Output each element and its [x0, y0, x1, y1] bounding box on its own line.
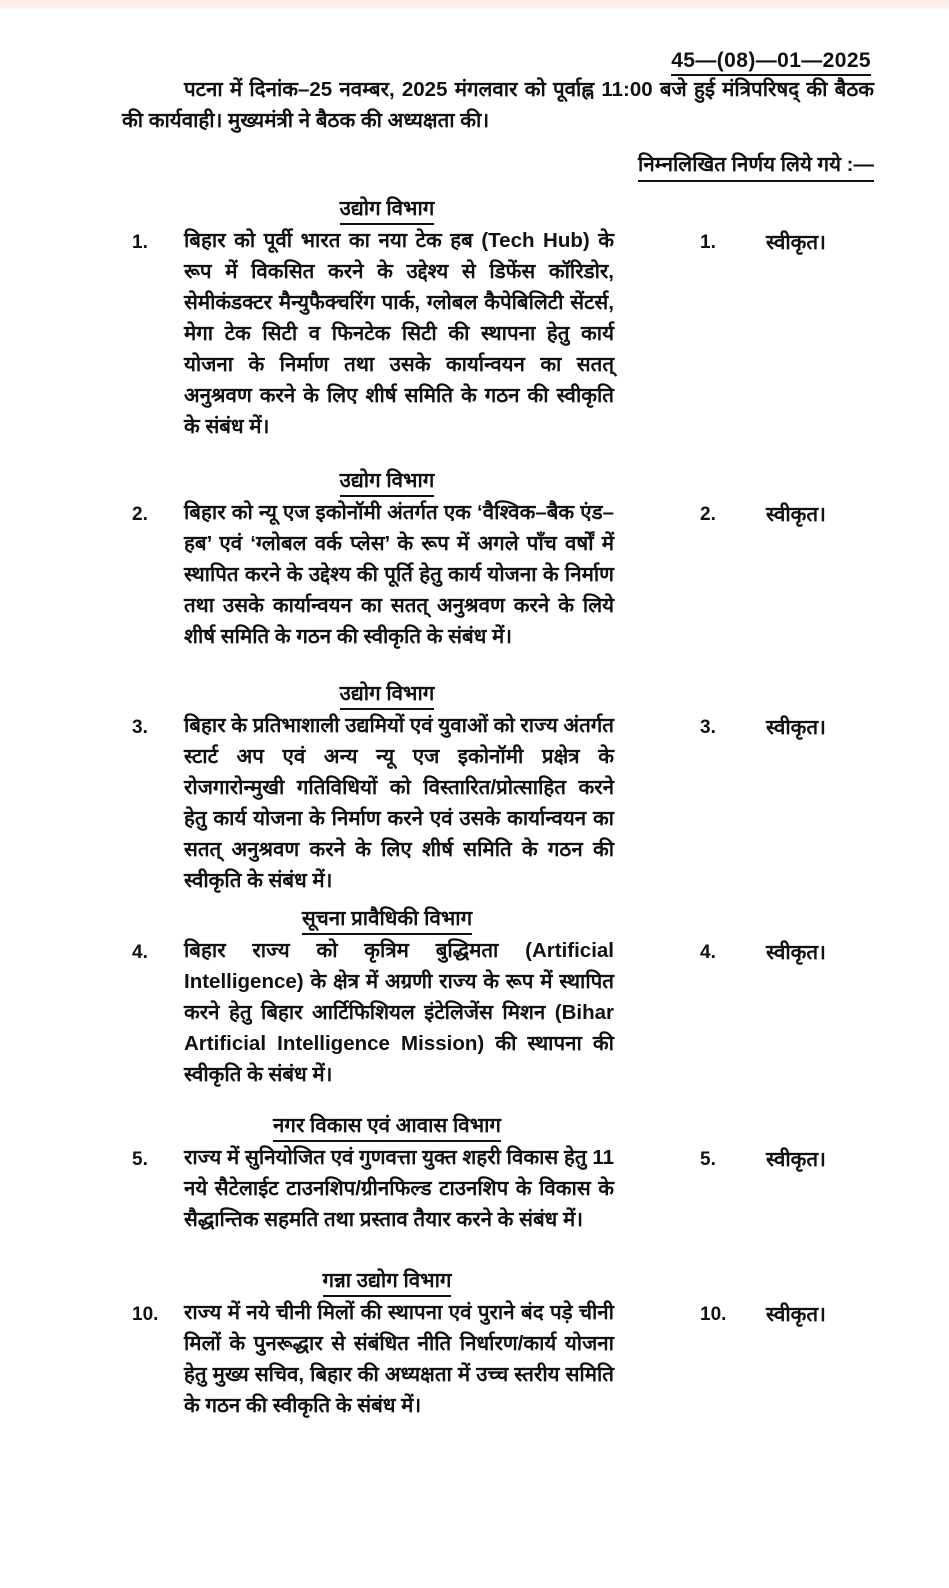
item-number: 10.: [132, 1304, 159, 1325]
decisions-heading-wrapper: [122, 150, 874, 182]
decision-number: 10.: [700, 1304, 727, 1325]
decision-row: [0, 710, 949, 896]
department-heading-text: गन्ना उद्योग विभाग: [323, 1268, 452, 1297]
decision-cell: [700, 1144, 826, 1175]
decisions-heading: निम्नलिखित निर्णय लिये गये :—: [638, 150, 874, 182]
item-description: बिहार को न्यू एज इकोनॉमी अंतर्गत एक ‘वैश्विक–बैक एंड–हब’ एवं ‘ग्लोबल वर्क प्लेस’ के रूप में अगले पाँच वर्षों में स्थापित करने के उद्देश्य की पूर्ति हेतु कार्य योजना के निर्माण तथा उसके कार्यान्वयन का सतत् अनुश्रवण करने के लिये शीर्ष समिति के गठन की स्वीकृति के संबंध में।: [184, 501, 614, 648]
decision-cell: [700, 227, 826, 258]
decision-row: [0, 1297, 949, 1421]
meeting-intro-paragraph: पटना में दिनांक–25 नवम्बर, 2025 मंगलवार को पूर्वाह्न 11:00 बजे हुई मंत्रिपरिषद् की बैठक की कार्यवाही। मुख्यमंत्री ने बैठक की अध्यक्षता की।: [122, 78, 874, 132]
department-heading: [132, 196, 642, 225]
decision-number: 1.: [700, 232, 716, 253]
item-description: राज्य में नये चीनी मिलों की स्थापना एवं पुराने बंद पड़े चीनी मिलों के पुनरूद्धार से संबंधित नीति निर्धारण/कार्य योजना हेतु मुख्य सचिव, बिहार की अध्यक्षता में उच्च स्तरीय समिति के गठन की स्वीकृति के संबंध में।: [184, 1301, 614, 1417]
decision-entry: [0, 1113, 949, 1235]
decision-status: स्वीकृत।: [766, 716, 826, 739]
decision-cell: [700, 1299, 826, 1330]
department-heading-text: उद्योग विभाग: [340, 468, 435, 497]
decision-status: स्वीकृत।: [766, 1148, 826, 1171]
department-heading-text: सूचना प्रावैधिकी विभाग: [302, 906, 472, 935]
decision-cell: [700, 712, 826, 743]
department-heading: [132, 681, 642, 710]
department-heading: [132, 468, 642, 497]
decision-entry: [0, 906, 949, 1090]
decision-number: 5.: [700, 1149, 716, 1170]
item-description: बिहार राज्य को कृत्रिम बुद्धिमता (Artificial Intelligence) के क्षेत्र में अग्रणी राज्य के रूप में स्थापित करने हेतु बिहार आर्टिफिशियल इंटेलिजेंस मिशन (Bihar Artificial Intelligence Mission) की स्थापना की स्वीकृति के संबंध में।: [184, 939, 614, 1086]
department-heading-text: उद्योग विभाग: [340, 196, 435, 225]
decision-number: 2.: [700, 504, 716, 525]
decision-row: [0, 1142, 949, 1235]
item-number: 3.: [132, 717, 148, 738]
item-description: राज्य में सुनियोजित एवं गुणवत्ता युक्त शहरी विकास हेतु 11 नये सैटेलाईट टाउनशिप/ग्रीनफिल्ड टाउनशिप के विकास के सैद्धान्तिक सहमति तथा प्रस्ताव तैयार करने के संबंध में।: [184, 1146, 614, 1231]
decision-entry: [0, 468, 949, 652]
decision-number: 3.: [700, 717, 716, 738]
department-heading: [132, 1268, 642, 1297]
decision-status: स्वीकृत।: [766, 231, 826, 254]
department-heading: [132, 906, 642, 935]
item-description: बिहार को पूर्वी भारत का नया टेक हब (Tech Hub) के रूप में विकसित करने के उद्देश्य से डिफेंस कॉरिडोर, सेमीकंडक्टर मैन्युफैक्चरिंग पार्क, ग्लोबल कैपेबिलिटी सेंटर्स, मेगा टेक सिटी व फिनटेक सिटी की स्थापना हेतु कार्य योजना के निर्माण तथा उसके कार्यान्वयन का सतत् अनुश्रवण करने के लिए शीर्ष समिति के गठन की स्वीकृति के संबंध में।: [184, 229, 614, 438]
item-number: 2.: [132, 504, 148, 525]
decision-status: स्वीकृत।: [766, 1303, 826, 1326]
decision-row: [0, 935, 949, 1090]
decisions-list: [0, 196, 949, 1421]
item-description: बिहार के प्रतिभाशाली उद्यमियों एवं युवाओं को राज्य अंतर्गत स्टार्ट अप एवं अन्य न्यू एज इकोनॉमी प्रक्षेत्र के रोजगारोन्मुखी गतिविधियों को विस्तारित/प्रोत्साहित करने हेतु कार्य योजना के निर्माण करने एवं उसके कार्यान्वयन का सतत् अनुश्रवण करने के लिए शीर्ष समिति के गठन की स्वीकृति के संबंध में।: [184, 714, 614, 892]
item-number: 1.: [132, 232, 148, 253]
decision-entry: [0, 1268, 949, 1421]
decision-entry: [0, 196, 949, 442]
decision-entry: [0, 681, 949, 896]
item-number: 5.: [132, 1149, 148, 1170]
item-number: 4.: [132, 942, 148, 963]
decision-row: [0, 497, 949, 652]
decision-status: स्वीकृत।: [766, 941, 826, 964]
page-top-tint: [0, 0, 949, 11]
decision-status: स्वीकृत।: [766, 503, 826, 526]
department-heading: [132, 1113, 642, 1142]
decision-cell: [700, 499, 826, 530]
department-heading-text: उद्योग विभाग: [340, 681, 435, 710]
decision-row: [0, 225, 949, 442]
decision-cell: [700, 937, 826, 968]
document-reference-number: 45—(08)—01—2025: [671, 49, 871, 76]
department-heading-text: नगर विकास एवं आवास विभाग: [273, 1113, 501, 1142]
decision-number: 4.: [700, 942, 716, 963]
